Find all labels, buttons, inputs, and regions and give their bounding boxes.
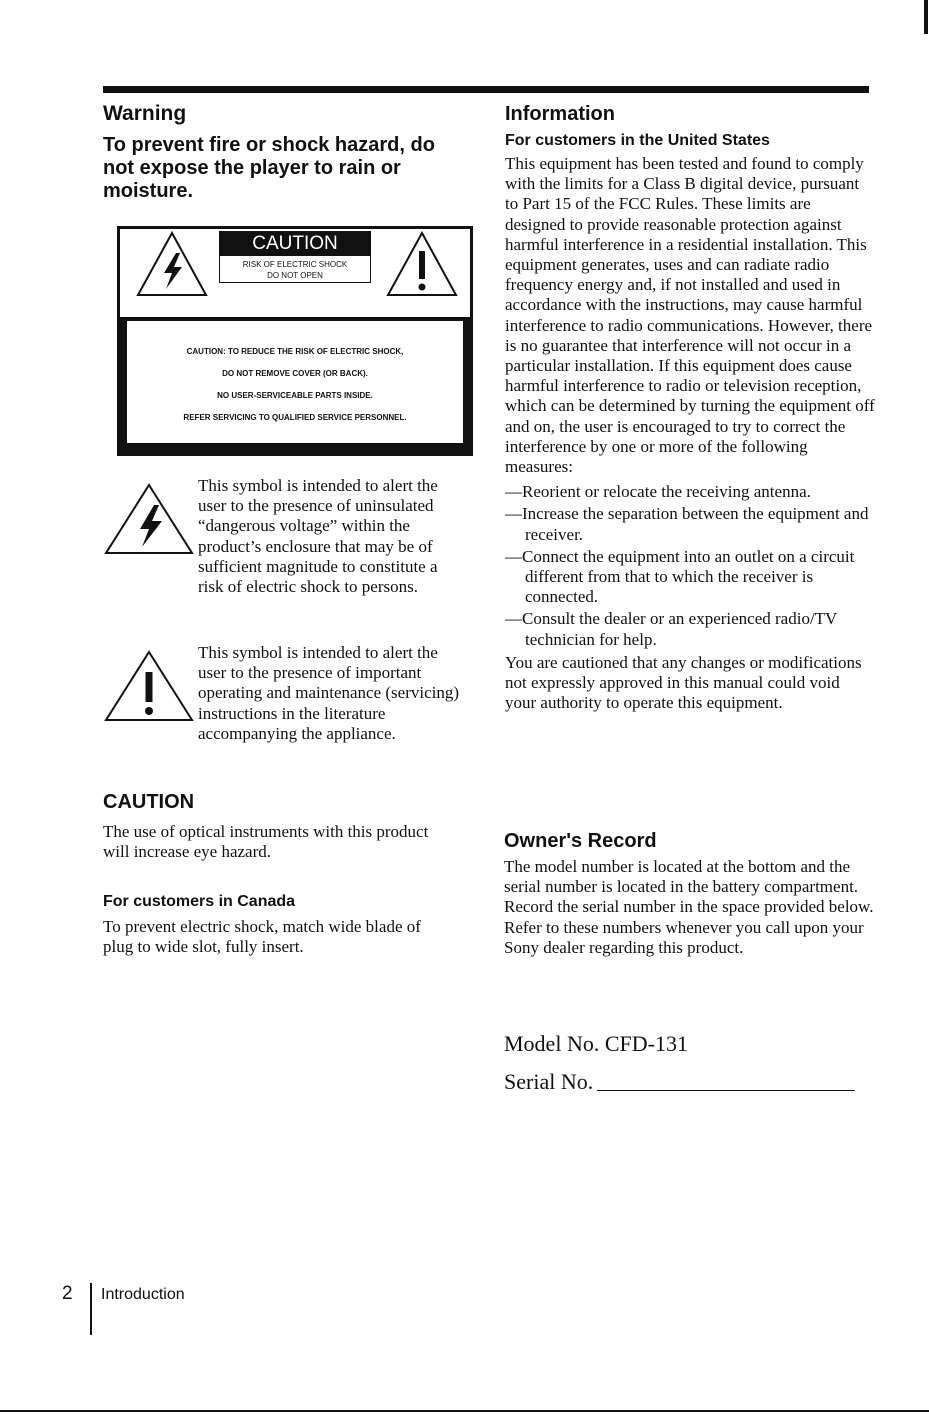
measure-item: —Consult the dealer or an experienced radio/TV technician for help. [505,609,838,649]
canada-section [103,891,455,957]
section-label: Introduction [101,1286,185,1303]
us-heading: For customers in the United States [505,132,770,149]
notice-line: CAUTION: TO REDUCE THE RISK OF ELECTRIC SHOCK, [186,347,404,356]
caution-section [103,788,453,862]
information-heading: Information [505,103,615,125]
warning-heading: Warning [103,102,187,125]
us-text: This equipment has been tested and found to comply with the limits for a Class B digital device, pursuant to Part 15 of the FCC Rules. These limits are designed to provide reasonable protection against harmful interference in a residential installation. This equipment generates, uses and can radiate radio frequency energy and, if not installed and used in accordance with the instructions, may cause harmful interference to radio communications. However, there is no guarantee that interference will not occur in a particular installation. If this equipment does cause harmful interference to radio or television reception, which can be determined by turning the equipment off and on, the user is encouraged to try to correct the interference by one or more of the following measures: [505,154,875,477]
serial-number-row [504,1067,874,1097]
cautioned-text: You are cautioned that any changes or modifications not expressly approved in this manual could void your authority to operate this equipment. [505,652,862,713]
exclamation-warning-icon [386,231,458,297]
owners-text-2: Record the serial number in the space provided below. Refer to these numbers whenever you call upon your Sony dealer regarding this product. [504,897,874,957]
risk-line-1: RISK OF ELECTRIC SHOCK [242,260,348,269]
caution-heading: CAUTION [103,791,195,813]
exclamation-symbol-icon [104,650,194,722]
caution-label [117,226,473,456]
top-rule [103,86,869,93]
owners-heading: Owner's Record [504,830,657,852]
caution-box [219,231,371,283]
lightning-symbol-text: This symbol is intended to alert the user to the presence of uninsulated “dangerous voltage” within the product’s enclosure that may be of sufficient magnitude to constitute a risk of electric shock to persons. [198,476,438,597]
model-number: Model No. CFD-131 [504,1031,688,1056]
corner-mark [924,0,928,34]
caution-label-notice [120,317,470,453]
model-serial-section [504,1029,874,1097]
caution-label-top [120,229,470,317]
lightning-warning-icon [136,231,208,297]
notice-line: DO NOT REMOVE COVER (OR BACK). [222,369,368,378]
serial-label: Serial No. [504,1069,594,1094]
measure-item: —Increase the separation between the equipment and receiver. [505,504,869,544]
warning-subheading: To prevent fire or shock hazard, do not expose the player to rain or moisture. [103,134,435,202]
left-column [103,100,463,203]
canada-text: To prevent electric shock, match wide blade of plug to wide slot, fully insert. [103,917,421,957]
owners-record-section [504,827,874,958]
caution-label-title: CAUTION [220,232,370,256]
bottom-edge [0,1410,929,1412]
risk-line-2: DO NOT OPEN [267,271,323,280]
canada-heading: For customers in Canada [103,893,296,910]
measure-item: —Reorient or relocate the receiving antenna. [505,482,811,502]
footer-divider [90,1283,92,1335]
measure-item: —Connect the equipment into an outlet on a circuit different from that to which the receiver is connected. [505,546,855,607]
owners-text-1: The model number is located at the bottom and the serial number is located in the battery compartment. [504,857,859,897]
measures-list [505,482,875,650]
serial-blank-line [597,1071,855,1091]
right-column [505,100,875,713]
page-number: 2 [62,1283,73,1304]
exclamation-symbol-text: This symbol is intended to alert the user to the presence of important operating and maintenance (servicing) instructions in the literature accompanying the appliance. [198,643,460,743]
notice-line: NO USER-SERVICEABLE PARTS INSIDE. [217,391,373,400]
caution-notice-panel [127,321,463,443]
lightning-symbol-icon [104,483,194,555]
caution-text: The use of optical instruments with this product will increase eye hazard. [103,822,429,862]
notice-line: REFER SERVICING TO QUALIFIED SERVICE PERSONNEL. [183,413,407,422]
